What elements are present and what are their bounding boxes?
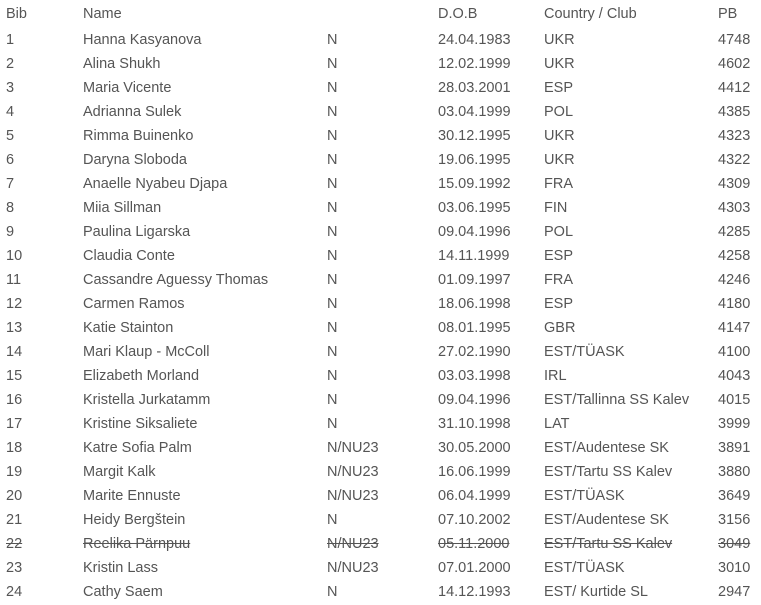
table-row [0, 388, 761, 412]
table-row [0, 364, 761, 388]
club-cell: LAT [544, 416, 570, 432]
pb-cell: 4180 [718, 296, 751, 312]
category-cell: N/NU23 [327, 464, 379, 480]
club-cell: ESP [544, 296, 574, 312]
table-row [0, 484, 761, 508]
pb-cell: 4246 [718, 272, 751, 288]
pb-cell: 3156 [718, 512, 751, 528]
category-cell: N [327, 416, 338, 432]
dob-cell: 03.06.1995 [438, 200, 511, 216]
dob-cell: 14.11.1999 [438, 248, 510, 264]
name-cell: Kristin Lass [83, 560, 158, 576]
table-row [0, 340, 761, 364]
dob-cell: 07.10.2002 [438, 512, 511, 528]
table-row [0, 580, 761, 604]
name-cell: Kristella Jurkatamm [83, 392, 211, 408]
club-cell: FRA [544, 272, 573, 288]
name-cell: Daryna Sloboda [83, 152, 187, 168]
table-row [0, 76, 761, 100]
club-cell: UKR [544, 56, 575, 72]
club-cell: EST/Tartu SS Kalev [544, 464, 673, 480]
pb-cell: 4043 [718, 368, 751, 384]
club-cell: POL [544, 224, 574, 240]
category-cell: N/NU23 [327, 488, 379, 504]
dob-cell: 19.06.1995 [438, 152, 511, 168]
category-cell: N [327, 200, 338, 216]
name-cell: Paulina Ligarska [83, 224, 191, 240]
name-cell: Rimma Buinenko [83, 128, 194, 144]
name-cell: Mari Klaup - McColl [83, 344, 210, 360]
category-cell: N [327, 296, 338, 312]
table-row [0, 196, 761, 220]
bib-cell: 12 [6, 296, 23, 312]
dob-cell: 30.05.2000 [438, 440, 511, 456]
pb-cell: 4258 [718, 248, 751, 264]
bib-cell: 19 [6, 464, 23, 480]
header-bib: Bib [6, 6, 27, 22]
dob-cell: 09.04.1996 [438, 392, 511, 408]
club-cell: EST/TÜASK [544, 344, 625, 360]
category-cell: N [327, 320, 338, 336]
club-cell: ESP [544, 80, 574, 96]
dob-cell: 07.01.2000 [438, 560, 511, 576]
name-cell: Cathy Saem [83, 584, 163, 600]
table-row [0, 172, 761, 196]
bib-cell: 10 [6, 248, 23, 264]
bib-cell: 5 [6, 128, 15, 144]
table-body [0, 28, 761, 604]
club-cell: GBR [544, 320, 576, 336]
pb-cell: 2947 [718, 584, 751, 600]
bib-cell: 11 [6, 272, 22, 288]
club-cell: EST/ Kurtide SL [544, 584, 648, 600]
dob-cell: 01.09.1997 [438, 272, 511, 288]
category-cell: N [327, 80, 338, 96]
dob-cell: 30.12.1995 [438, 128, 511, 144]
dob-cell: 31.10.1998 [438, 416, 511, 432]
category-cell: N [327, 32, 338, 48]
name-cell: Cassandre Aguessy Thomas [83, 272, 269, 288]
name-cell: Hanna Kasyanova [83, 32, 202, 48]
pb-cell: 4015 [718, 392, 751, 408]
name-cell: Heidy Bergštein [83, 512, 186, 528]
name-cell: Adrianna Sulek [83, 104, 182, 120]
bib-cell: 8 [6, 200, 15, 216]
pb-cell: 4602 [718, 56, 751, 72]
pb-cell: 4285 [718, 224, 751, 240]
bib-cell: 9 [6, 224, 15, 240]
name-cell: Katie Stainton [83, 320, 174, 336]
bib-cell: 3 [6, 80, 15, 96]
pb-cell: 4323 [718, 128, 751, 144]
dob-cell: 24.04.1983 [438, 32, 511, 48]
table-row [0, 412, 761, 436]
category-cell: N [327, 368, 338, 384]
category-cell: N/NU23 [327, 536, 379, 552]
pb-cell: 4748 [718, 32, 751, 48]
table-row [0, 28, 761, 52]
club-cell: EST/TÜASK [544, 488, 625, 504]
category-cell: N [327, 512, 338, 528]
pb-cell: 3049 [718, 536, 751, 552]
name-cell: Elizabeth Morland [83, 368, 200, 384]
pb-cell: 3891 [718, 440, 751, 456]
category-cell: N [327, 392, 338, 408]
club-cell: POL [544, 104, 574, 120]
bib-cell: 16 [6, 392, 23, 408]
table-row [0, 148, 761, 172]
category-cell: N [327, 56, 338, 72]
bib-cell: 6 [6, 152, 15, 168]
pb-cell: 4100 [718, 344, 751, 360]
pb-cell: 3880 [718, 464, 751, 480]
pb-cell: 3999 [718, 416, 751, 432]
table-row [0, 508, 761, 532]
category-cell: N [327, 224, 338, 240]
table-row [0, 100, 761, 124]
club-cell: EST/Tallinna SS Kalev [544, 392, 690, 408]
club-cell: ESP [544, 248, 574, 264]
bib-cell: 23 [6, 560, 23, 576]
club-cell: EST/TÜASK [544, 560, 625, 576]
bib-cell: 7 [6, 176, 15, 192]
dob-cell: 15.09.1992 [438, 176, 511, 192]
dob-cell: 05.11.2000 [438, 536, 510, 552]
dob-cell: 03.04.1999 [438, 104, 511, 120]
name-cell: Margit Kalk [83, 464, 156, 480]
dob-cell: 03.03.1998 [438, 368, 511, 384]
pb-cell: 4309 [718, 176, 751, 192]
header-club: Country / Club [544, 6, 637, 22]
name-cell: Claudia Conte [83, 248, 175, 264]
name-cell: Reelika Pärnpuu [83, 536, 191, 552]
table-row [0, 556, 761, 580]
dob-cell: 16.06.1999 [438, 464, 511, 480]
bib-cell: 20 [6, 488, 23, 504]
name-cell: Anaelle Nyabeu Djapa [83, 176, 228, 192]
bib-cell: 18 [6, 440, 23, 456]
table-row [0, 220, 761, 244]
table-row [0, 268, 761, 292]
name-cell: Carmen Ramos [83, 296, 185, 312]
dob-cell: 27.02.1990 [438, 344, 511, 360]
category-cell: N [327, 104, 338, 120]
bib-cell: 21 [6, 512, 23, 528]
name-cell: Kristine Siksaliete [83, 416, 198, 432]
bib-cell: 15 [6, 368, 23, 384]
category-cell: N [327, 176, 338, 192]
name-cell: Alina Shukh [83, 56, 161, 72]
bib-cell: 22 [6, 536, 23, 552]
pb-cell: 4412 [718, 80, 751, 96]
table-header-row [0, 0, 761, 28]
dob-cell: 12.02.1999 [438, 56, 511, 72]
club-cell: FIN [544, 200, 568, 216]
table-row [0, 244, 761, 268]
bib-cell: 1 [6, 32, 15, 48]
category-cell: N [327, 152, 338, 168]
table-row [0, 436, 761, 460]
category-cell: N [327, 272, 338, 288]
bib-cell: 4 [6, 104, 15, 120]
name-cell: Marite Ennuste [83, 488, 181, 504]
table-row [0, 124, 761, 148]
club-cell: EST/Audentese SK [544, 512, 669, 528]
dob-cell: 06.04.1999 [438, 488, 511, 504]
pb-cell: 3649 [718, 488, 751, 504]
club-cell: FRA [544, 176, 573, 192]
table-row [0, 316, 761, 340]
dob-cell: 28.03.2001 [438, 80, 511, 96]
header-pb: PB [718, 6, 738, 22]
dob-cell: 18.06.1998 [438, 296, 511, 312]
bib-cell: 13 [6, 320, 23, 336]
club-cell: EST/Tartu SS Kalev [544, 536, 673, 552]
table-row [0, 460, 761, 484]
bib-cell: 2 [6, 56, 15, 72]
category-cell: N [327, 584, 338, 600]
club-cell: IRL [544, 368, 567, 384]
header-name: Name [83, 6, 122, 22]
table-row [0, 532, 761, 556]
pb-cell: 4322 [718, 152, 751, 168]
category-cell: N [327, 128, 338, 144]
table-row [0, 292, 761, 316]
bib-cell: 24 [6, 584, 23, 600]
pb-cell: 4147 [718, 320, 751, 336]
dob-cell: 08.01.1995 [438, 320, 511, 336]
name-cell: Miia Sillman [83, 200, 162, 216]
pb-cell: 3010 [718, 560, 751, 576]
pb-cell: 4385 [718, 104, 751, 120]
name-cell: Maria Vicente [83, 80, 172, 96]
category-cell: N [327, 344, 338, 360]
pb-cell: 4303 [718, 200, 751, 216]
category-cell: N/NU23 [327, 560, 379, 576]
club-cell: EST/Audentese SK [544, 440, 669, 456]
club-cell: UKR [544, 152, 575, 168]
table-row [0, 52, 761, 76]
category-cell: N [327, 248, 338, 264]
dob-cell: 09.04.1996 [438, 224, 511, 240]
dob-cell: 14.12.1993 [438, 584, 511, 600]
club-cell: UKR [544, 128, 575, 144]
header-dob: D.O.B [438, 6, 478, 22]
name-cell: Katre Sofia Palm [83, 440, 192, 456]
club-cell: UKR [544, 32, 575, 48]
bib-cell: 17 [6, 416, 23, 432]
category-cell: N/NU23 [327, 440, 379, 456]
bib-cell: 14 [6, 344, 23, 360]
